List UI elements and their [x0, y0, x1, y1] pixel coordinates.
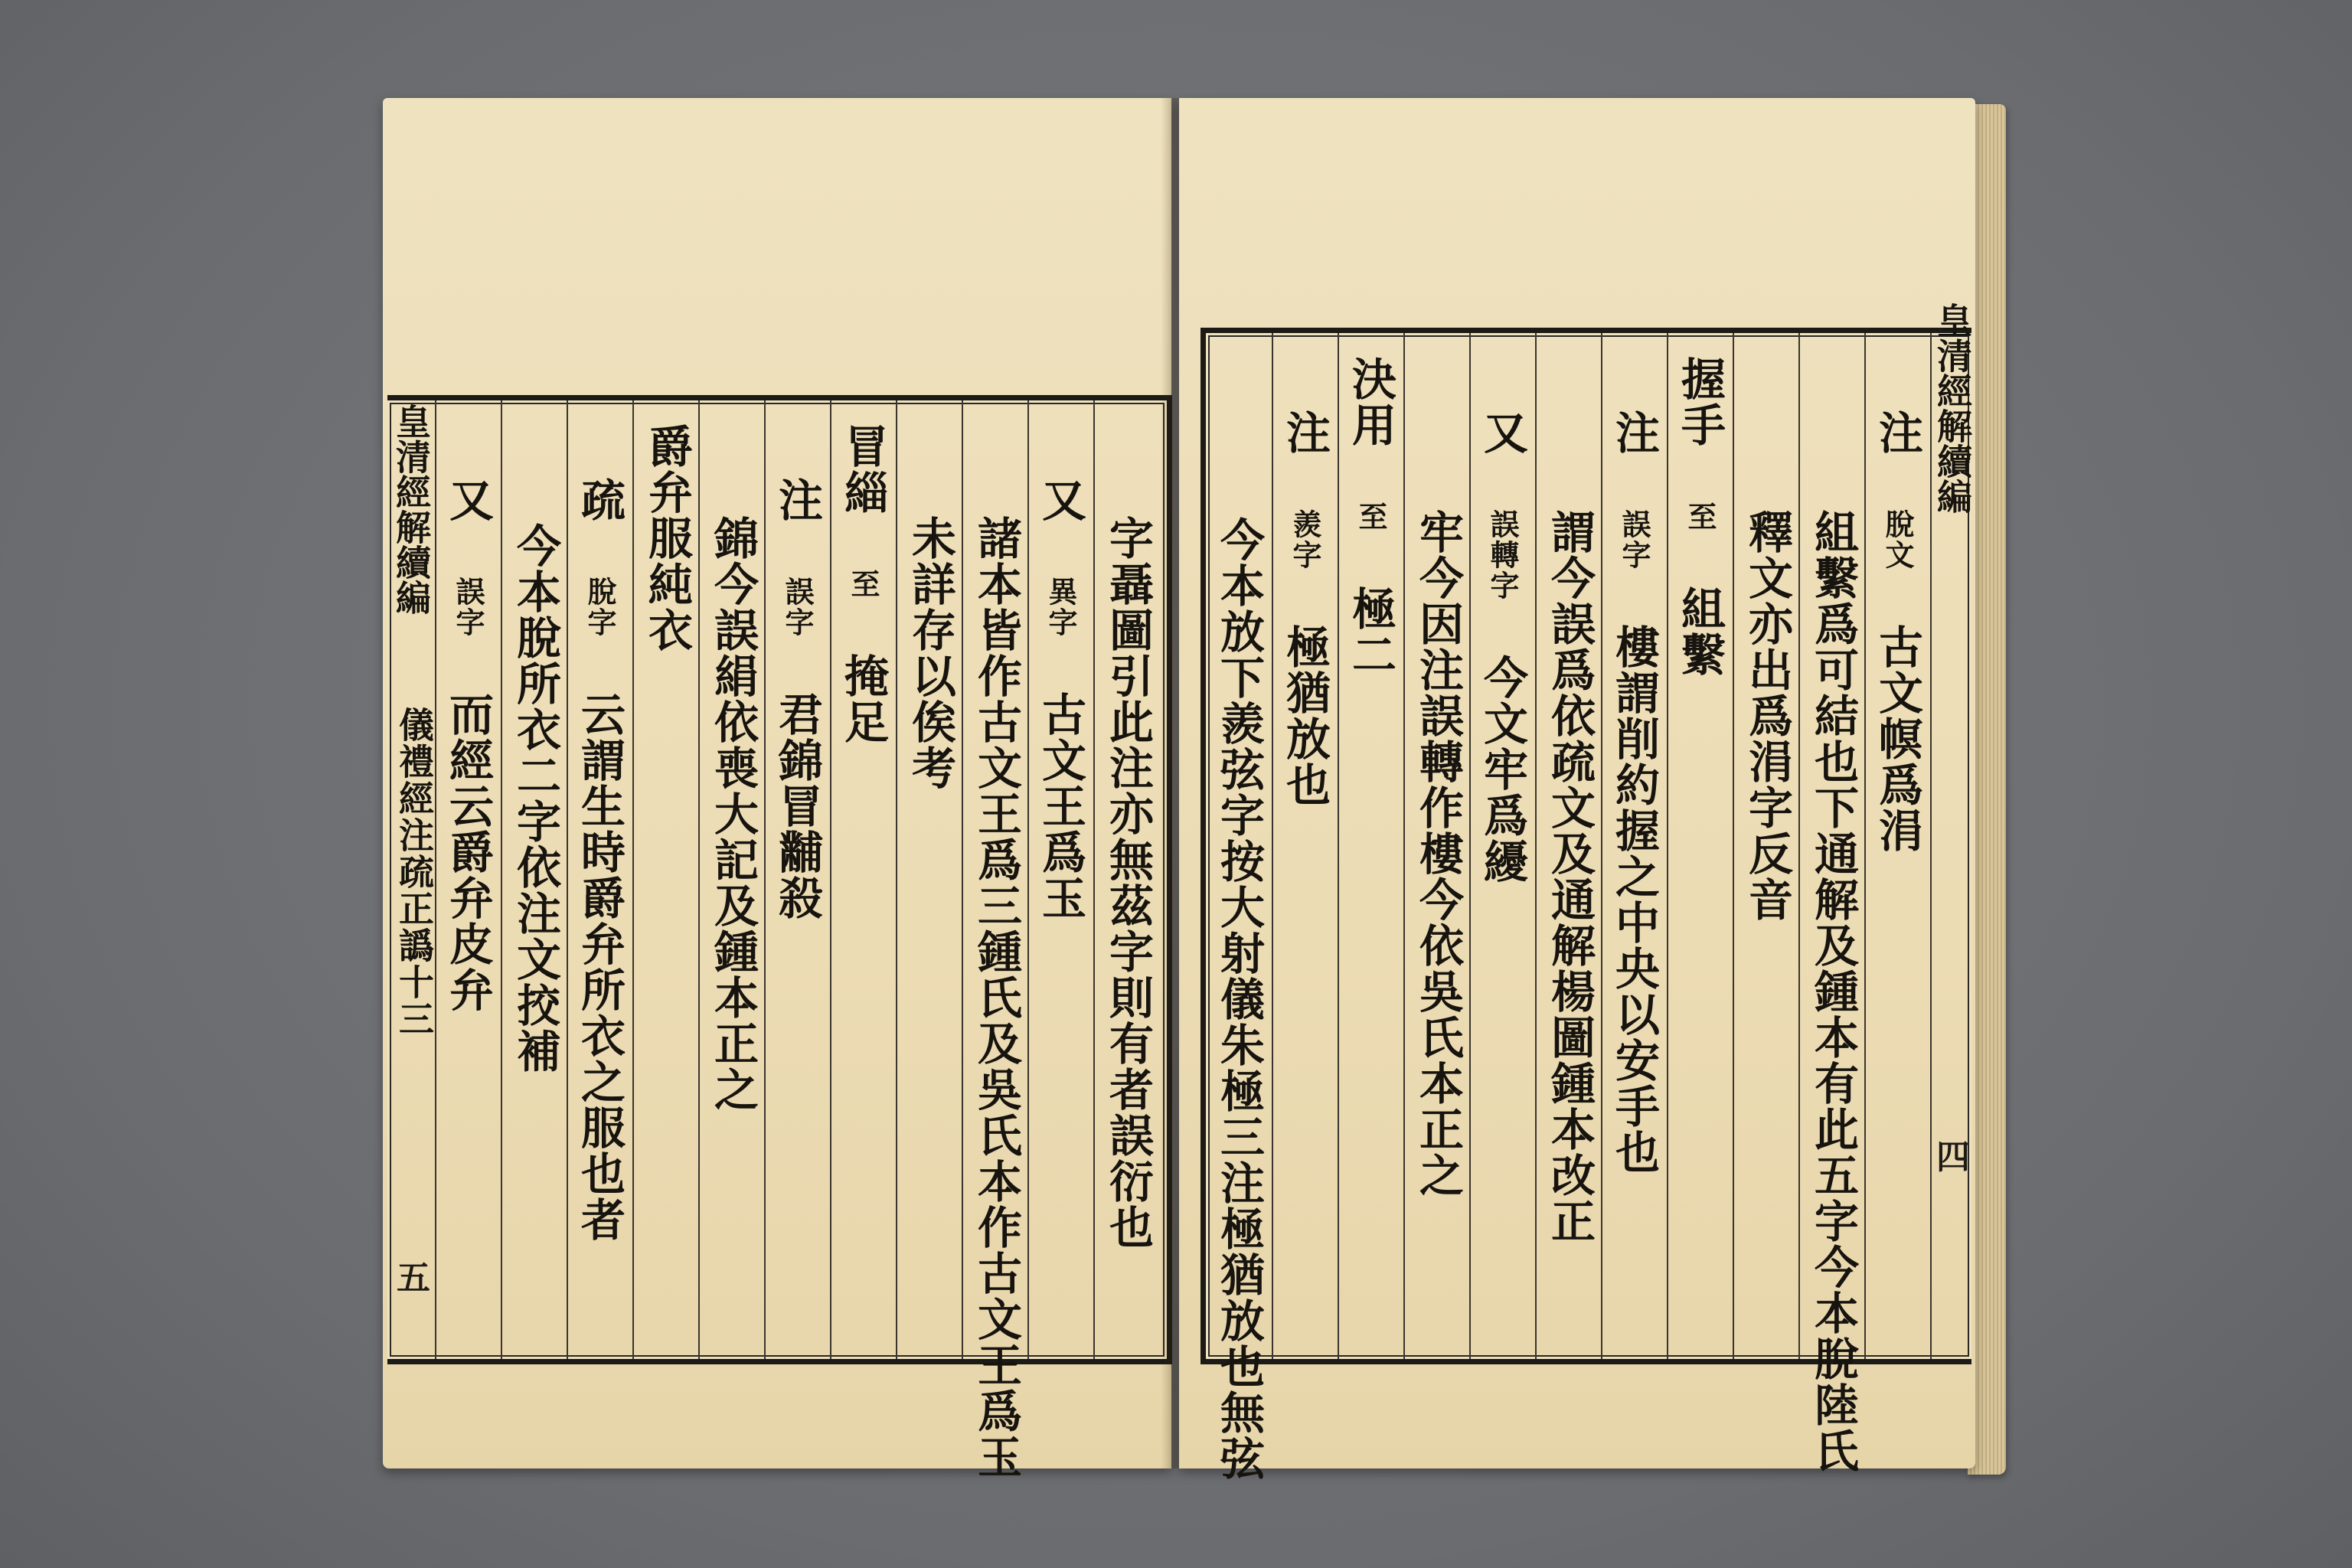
column-text: 今本脫所衣二字依注文挍補: [509, 523, 561, 1074]
column-text: 今本放下羨弦字按大射儀朱極三注極猶放也無弦: [1213, 517, 1265, 1481]
left-margin-title: 皇清經解續編: [390, 403, 432, 615]
column-label: 注: [1279, 410, 1331, 456]
right-folio: 四: [1936, 1138, 1970, 1177]
column-label: 冒緇: [837, 423, 889, 515]
column-text: 云謂生時爵弁所衣之服也者: [573, 691, 626, 1243]
column-text: 而經云爵弁皮弁: [442, 691, 494, 1013]
column-note: 脫文: [1880, 509, 1915, 570]
column-note: 至: [846, 569, 880, 599]
column-text: 掩足: [837, 653, 889, 745]
column-note: 異字: [1044, 577, 1078, 638]
column-note: 誤字: [780, 577, 815, 638]
column-text: 錦今誤絹依喪大記及鍾本正之: [707, 515, 759, 1112]
column-text: 極猶放也: [1279, 624, 1331, 808]
column-text: 字聶圖引此注亦無茲字則有者誤衍也: [1102, 515, 1154, 1250]
right-column-4: [1667, 333, 1734, 1359]
right-margin-column: [1930, 302, 1973, 1359]
left-column-4: [896, 400, 963, 1359]
column-note: 至: [1683, 501, 1717, 532]
right-column-7: [1469, 333, 1537, 1359]
column-label: 又: [1034, 477, 1086, 523]
column-text: 牢今因注誤轉作樓今依吳氏本正之: [1412, 509, 1464, 1198]
column-note: 誤轉字: [1485, 509, 1520, 601]
column-label: 疏: [573, 477, 626, 523]
left-column-5: [830, 400, 897, 1359]
left-column-8: [632, 400, 700, 1359]
left-margin-subtitle: 儀禮經注疏正譌十三: [394, 707, 435, 1037]
column-text: 組繫爲可結也下通解及鍾本有此五字今本脫陸氏: [1807, 509, 1859, 1474]
left-column-1: [1093, 400, 1161, 1359]
left-page: [383, 98, 1171, 1480]
column-text: 謂今誤爲依疏文及通解楊圖鍾本改正: [1544, 509, 1596, 1244]
left-page-frame: [387, 395, 1172, 1480]
column-text: 古文王爲玉: [1034, 691, 1086, 921]
right-column-10: [1272, 333, 1339, 1359]
left-column-7: [698, 400, 766, 1359]
column-text: 古文幎爲涓: [1871, 624, 1923, 854]
right-column-1: [1864, 333, 1932, 1359]
right-page: [1179, 98, 1975, 1481]
left-column-3: [962, 400, 1029, 1480]
right-column-8: [1403, 333, 1471, 1359]
column-text: 極二: [1344, 586, 1396, 678]
right-column-2: [1798, 333, 1866, 1474]
right-column-9: [1338, 333, 1405, 1359]
left-column-6: [764, 400, 831, 1359]
column-note: 至: [1354, 501, 1388, 532]
column-label: 注: [1871, 410, 1923, 456]
left-column-11: [435, 400, 502, 1359]
right-column-3: [1733, 333, 1800, 1359]
column-label: 又: [442, 477, 494, 523]
column-text: 釋文亦出爲涓字反音: [1741, 509, 1793, 923]
left-column-2: [1027, 400, 1095, 1359]
column-label: 又: [1476, 410, 1528, 456]
column-text: 爵弁服純衣: [641, 423, 693, 653]
open-book: [360, 90, 1998, 1484]
column-note: 羨字: [1288, 509, 1322, 570]
column-note: 誤字: [1617, 509, 1651, 570]
right-column-11: [1206, 333, 1272, 1481]
column-note: 脫字: [583, 577, 617, 638]
column-label: 注: [1608, 410, 1660, 456]
column-text: 君錦冒黼殺: [771, 691, 823, 921]
left-column-9: [567, 400, 634, 1359]
column-label: 注: [771, 477, 823, 523]
left-margin-column: [387, 400, 435, 1359]
right-margin-title: 皇清經解續編: [1932, 302, 1973, 514]
column-text: 組繫: [1674, 586, 1726, 678]
column-label: 決用: [1344, 356, 1396, 448]
column-note: 誤字: [451, 577, 485, 638]
right-column-6: [1535, 333, 1602, 1359]
left-folio: 五: [397, 1259, 430, 1298]
right-page-frame: [1200, 302, 1973, 1481]
right-column-5: [1601, 333, 1668, 1359]
column-text: 今文牢爲纋: [1476, 655, 1528, 884]
column-text: 未詳存以俟考: [904, 515, 956, 791]
column-text: 諸本皆作古文王爲三鍾氏及吳氏本作古文王爲玉: [970, 515, 1022, 1480]
column-label: 握手: [1674, 356, 1726, 448]
column-text: 樓謂削約握之中央以安手也: [1608, 624, 1660, 1175]
left-column-10: [501, 400, 568, 1359]
